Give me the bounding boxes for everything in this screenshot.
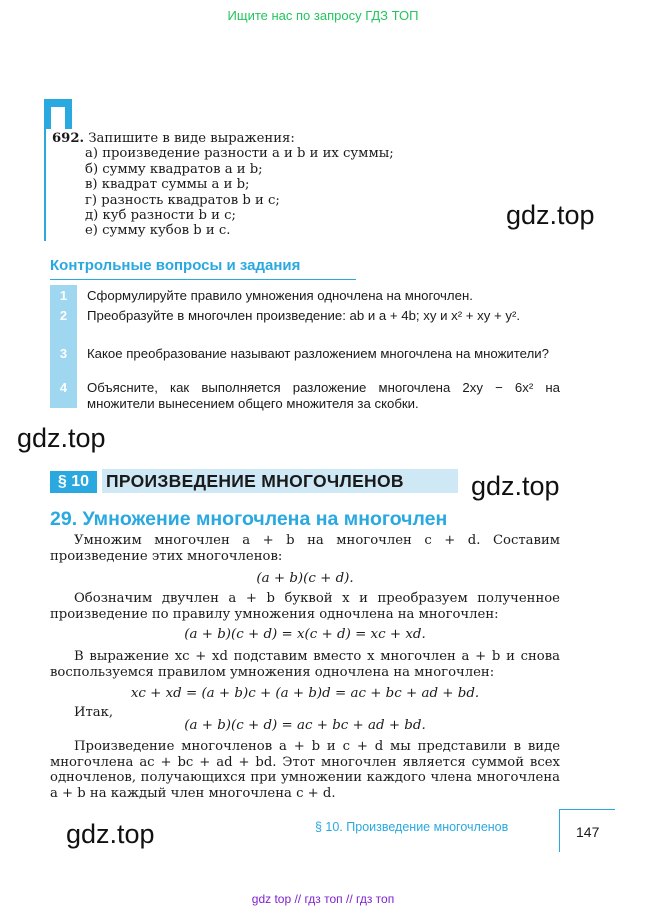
exercise-number: 692. xyxy=(52,131,85,146)
body-paragraph: Произведение многочленов a + b и c + d мы представили в виде многочлена ac + bc + ad + bd. Этот многочлен является суммой всех одночленов, получающихся при умножении каждого члена многочлена a + b на каждый член многочлена c + d. xyxy=(50,739,560,801)
question-number: 4 xyxy=(59,380,68,395)
body-paragraph: Итак, xyxy=(74,705,114,720)
exercise-item: а) произведение разности a и b и их суммы; xyxy=(85,146,394,162)
question-text: Объясните, как выполняется разложение многочлена 2xy − 6x² на множители вынесением общего множителя за скобки. xyxy=(87,380,560,411)
body-paragraph: В выражение xc + xd подставим вместо x многочлен a + b и снова воспользуемся правилом умножения одночлена на многочлен: xyxy=(50,649,560,680)
exercise-item: в) квадрат суммы a и b; xyxy=(85,177,250,193)
question-number: 3 xyxy=(59,346,68,361)
exercise-side-rule xyxy=(44,128,46,241)
exercise-692 xyxy=(52,131,394,239)
formula: (a + b)(c + d) = ac + bc + ad + bd. xyxy=(184,718,426,733)
exercise-item: е) сумму кубов b и c. xyxy=(85,223,231,239)
question-text: Сформулируйте правило умножения одночлена на многочлен. xyxy=(87,288,473,303)
formula: (a + b)(c + d). xyxy=(256,571,354,586)
exercise-heading: Запишите в виде выражения: xyxy=(88,131,295,146)
watermark: gdz.top xyxy=(17,423,106,453)
question-text: Какое преобразование называют разложением многочлена на множители? xyxy=(87,346,549,361)
watermark: gdz.top xyxy=(506,200,595,230)
section-title: ПРОИЗВЕДЕНИЕ МНОГОЧЛЕНОВ xyxy=(106,471,404,491)
question-text: Преобразуйте в многочлен произведение: ab и a + 4b; xy и x² + xy + y². xyxy=(87,308,521,323)
body-paragraph: Умножим многочлен a + b на многочлен c + d. Составим произведение этих многочленов: xyxy=(50,533,560,564)
exercise-item: б) сумму квадратов a и b; xyxy=(85,161,263,177)
exercise-marker-icon xyxy=(44,99,72,129)
question-number: 2 xyxy=(59,308,68,323)
top-banner: Ищите нас по запросу ГДЗ ТОП xyxy=(227,8,419,23)
exercise-item: д) куб разности b и c; xyxy=(85,208,236,224)
review-title-underline xyxy=(50,279,356,280)
bottom-links[interactable]: gdz top // гдз топ // гдз топ xyxy=(251,892,395,906)
footer-divider xyxy=(559,809,615,810)
watermark: gdz.top xyxy=(471,471,560,501)
footer-divider xyxy=(559,809,560,852)
exercise-item: г) разность квадратов b и c; xyxy=(85,192,280,208)
watermark: gdz.top xyxy=(66,819,155,849)
review-title: Контрольные вопросы и задания xyxy=(50,257,301,274)
question-number: 1 xyxy=(59,288,68,303)
formula: (a + b)(c + d) = x(c + d) = xc + xd. xyxy=(184,627,426,642)
formula: xc + xd = (a + b)c + (a + b)d = ac + bc + ad + bd. xyxy=(130,686,480,701)
section-badge: § 10 xyxy=(50,471,97,493)
paragraph-title: 29. Умножение многочлена на многочлен xyxy=(50,508,448,530)
running-footer: § 10. Произведение многочленов xyxy=(315,820,509,834)
body-paragraph: Обозначим двучлен a + b буквой x и преобразуем полученное произведение по правилу умножения одночлена на многочлен: xyxy=(50,591,560,622)
page-number: 147 xyxy=(576,824,600,840)
